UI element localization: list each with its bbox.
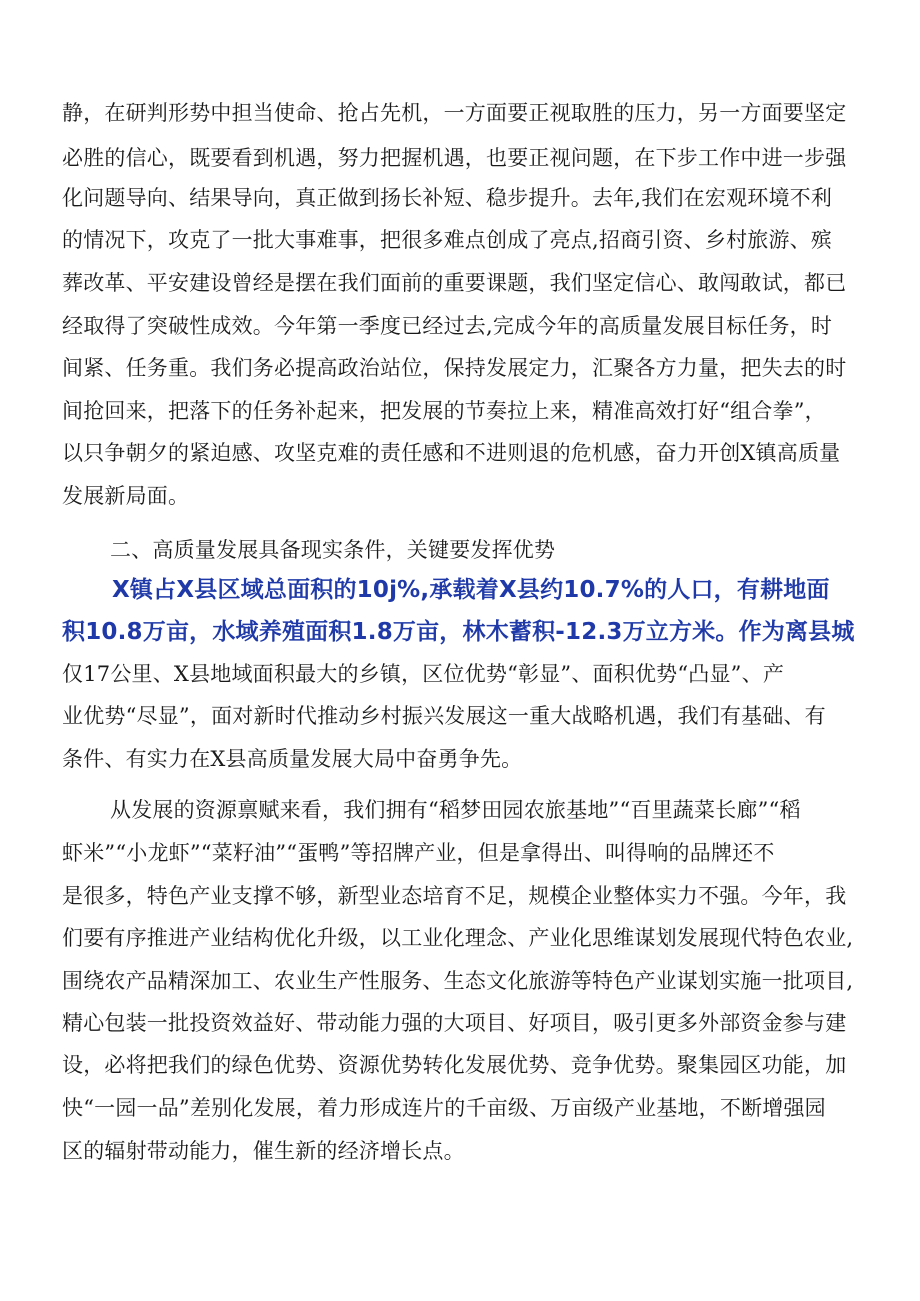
paragraph-line: 化问题导向、结果导向，真正做到扬长补短、稳步提升。去年,我们在宏观环境不利: [62, 186, 833, 210]
paragraph-line: 仅17公里、X县地域面积最大的乡镇，区位优势“彰显”、面积优势“凸显”、产: [62, 662, 785, 686]
paragraph-line: 发展新局面。: [62, 484, 190, 508]
paragraph-line: 是很多，特色产业支撑不够，新型业态培育不足，规模企业整体实力不强。今年，我: [62, 884, 847, 908]
paragraph-line: 间抢回来，把落下的任务补起来，把发展的节奏拉上来，精准高效打好“组合拳”，: [62, 399, 826, 423]
paragraph-line: 业优势“尽显”，面对新时代推动乡村振兴发展这一重大战略机遇，我们有基础、有: [62, 704, 826, 728]
paragraph-line: 条件、有实力在X县高质量发展大局中奋勇争先。: [62, 747, 523, 771]
paragraph-line: 们要有序推进产业结构优化升级，以工业化理念、产业化思维谋划发展现代特色农业,: [62, 926, 854, 950]
paragraph-line: 设，必将把我们的绿色优势、资源优势转化发展优势、竞争优势。聚集园区功能，加: [62, 1053, 847, 1077]
paragraph-line: 葬改革、平安建设曾经是摆在我们面前的重要课题，我们坚定信心、敢闯敢试，都已: [62, 271, 847, 295]
paragraph-line: 必胜的信心，既要看到机遇，努力把握机遇，也要正视问题，在下步工作中进一步强: [62, 146, 847, 170]
highlighted-line: X镇占X县区域总面积的10j%,承载着X县约10.7%的人口，有耕地面: [112, 577, 830, 603]
paragraph-line: 静，在研判形势中担当使命、抢占先机，一方面要正视取胜的压力，另一方面要坚定: [62, 101, 847, 125]
paragraph-line: 间紧、任务重。我们务必提高政治站位，保持发展定力，汇聚各方力量，把失去的时: [62, 356, 847, 380]
paragraph-line: 精心包装一批投资效益好、带动能力强的大项目、好项目，吸引更多外部资金参与建: [62, 1011, 847, 1035]
paragraph-line: 以只争朝夕的紧迫感、攻坚克难的责任感和不进则退的危机感，奋力开创X镇高质量: [62, 441, 841, 465]
paragraph-line: 从发展的资源禀赋来看，我们拥有“稻梦田园农旅基地”“百里蔬菜长廊”“稻: [110, 798, 801, 822]
paragraph-line: 虾米”“小龙虾”“菜籽油”“蛋鸭”等招牌产业，但是拿得出、叫得响的品牌还不: [62, 841, 775, 865]
paragraph-line: 快“一园一品”差别化发展，着力形成连片的千亩级、万亩级产业基地，不断增强园: [62, 1096, 826, 1120]
paragraph-line: 区的辐射带动能力，催生新的经济增长点。: [62, 1139, 465, 1163]
paragraph-line: 围绕农产品精深加工、农业生产性服务、生态文化旅游等特色产业谋划实施一批项目,: [62, 969, 854, 993]
paragraph-line: 的情况下，攻克了一批大事难事，把很多难点创成了亮点,招商引资、乡村旅游、殡: [62, 228, 833, 252]
paragraph-line: 经取得了突破性成效。今年第一季度已经过去,完成今年的高质量发展目标任务，时: [62, 314, 833, 338]
highlighted-line: 积10.8万亩，水域养殖面积1.8万亩，林木蓄积-12.3万立方米。作为离县城: [62, 619, 855, 645]
section-heading: 二、高质量发展具备现实条件，关键要发挥优势: [110, 538, 556, 562]
